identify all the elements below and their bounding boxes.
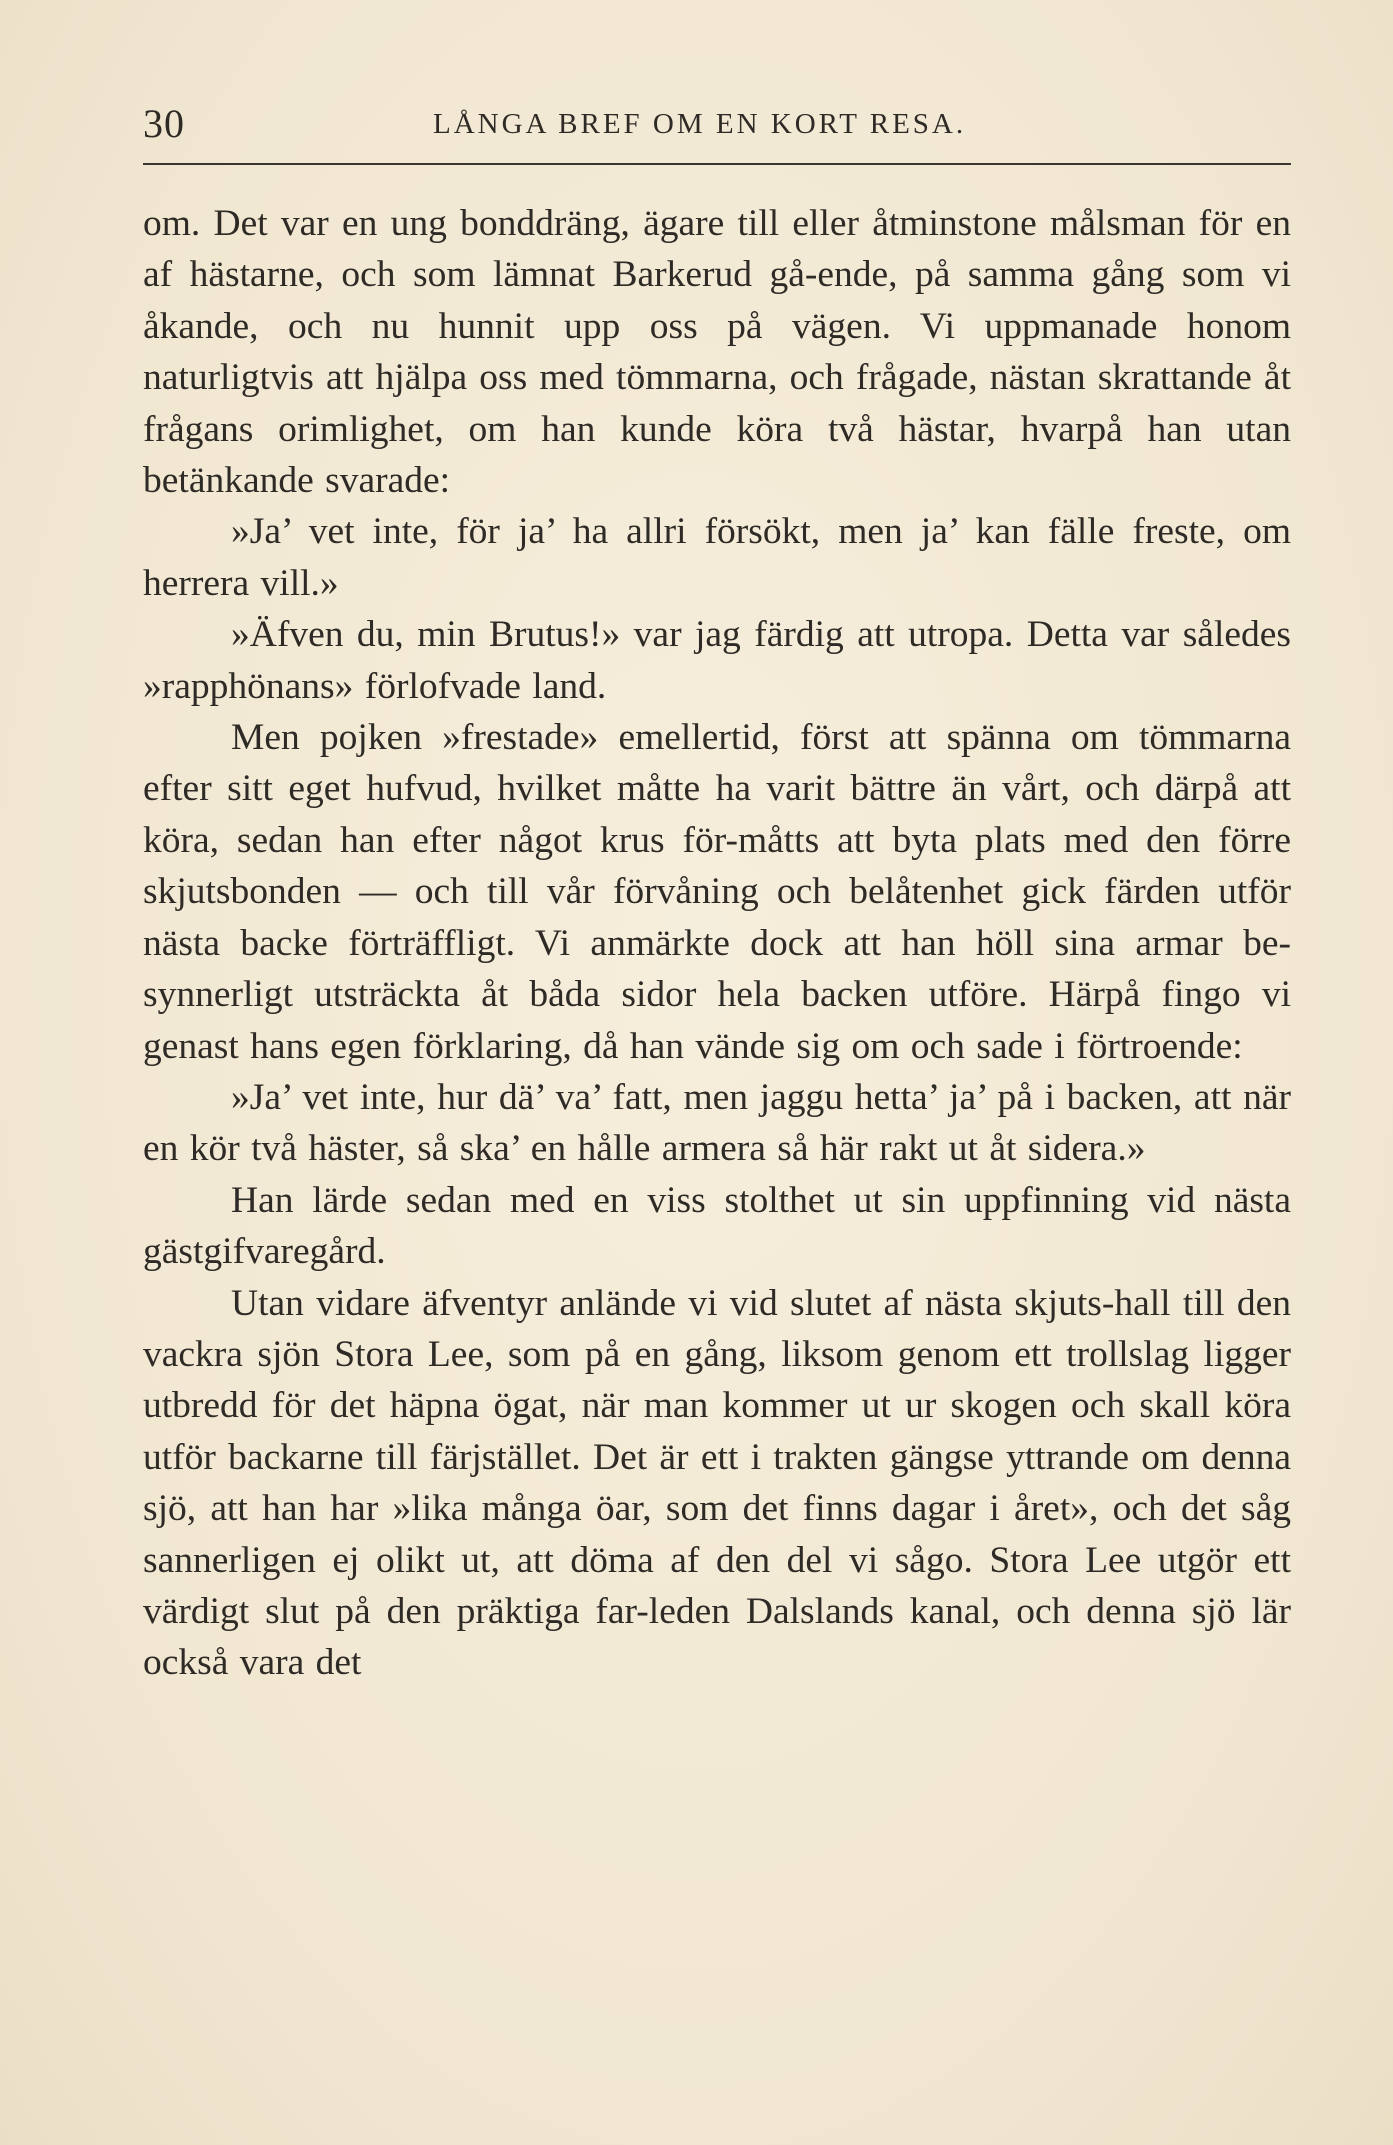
paragraph: »Ja’ vet inte, för ja’ ha allri försökt, men ja’ kan fälle freste, om herrera vill.» xyxy=(143,511,1291,604)
header-rule xyxy=(143,163,1291,165)
paragraph: Utan vidare äfventyr anlände vi vid slutet af nästa skjuts-hall till den vackra sjön Stora Lee, som på en gång, liksom genom ett trollslag ligger utbredd för det häpna ögat, när man kommer ut ur skogen och skall köra utför backarne till färjstället. Det är ett i trakten gängse yttrande om denna sjö, att han har »lika många öar, som det finns dagar i året», och det såg sannerligen ej olikt ut, att döma af den del vi sågo. Stora Lee utgör ett värdigt slut på den präktiga far-leden Dalslands kanal, och denna sjö lär också vara det xyxy=(143,1282,1291,1684)
body-text xyxy=(143,198,1291,1689)
page-header xyxy=(143,100,1291,150)
paragraph: »Äfven du, min Brutus!» var jag färdig att utropa. Detta var således »rapphönans» förlofvade land. xyxy=(143,614,1291,707)
paragraph: Han lärde sedan med en viss stolthet ut sin uppfinning vid nästa gästgifvaregård. xyxy=(143,1179,1291,1273)
running-title: LÅNGA BREF OM EN KORT RESA. xyxy=(433,108,967,140)
page-number: 30 xyxy=(143,101,185,146)
paragraph: »Ja’ vet inte, hur dä’ va’ fatt, men jaggu hetta’ ja’ på i backen, att när en kör två häster, så ska’ en hålle armera så här rakt ut åt sidera.» xyxy=(143,1076,1291,1170)
paragraph: Men pojken »frestade» emellertid, först att spänna om tömmarna efter sitt eget hufvud, hvilket måtte ha varit bättre än vårt, och därpå att köra, sedan han efter något krus för-måtts att byta plats med den förre skjutsbonden — och till vår förvåning och belåtenhet gick färden utför nästa backe förträffligt. Vi anmärkte dock att han höll sina armar be-synnerligt utsträckta åt båda sidor hela backen utföre. Härpå fingo vi genast hans egen förklaring, då han vände sig om och sade i förtroende: xyxy=(143,717,1291,1067)
paragraph: om. Det var en ung bonddräng, ägare till eller åtminstone målsman för en af hästarne, och som lämnat Barkerud gå-ende, på samma gång som vi åkande, och nu hunnit upp oss på vägen. Vi uppmanade honom naturligtvis att hjälpa oss med tömmarna, och frågade, nästan skrattande åt frågans orimlighet, om han kunde köra två hästar, hvarpå han utan betänkande svarade: xyxy=(143,203,1291,502)
